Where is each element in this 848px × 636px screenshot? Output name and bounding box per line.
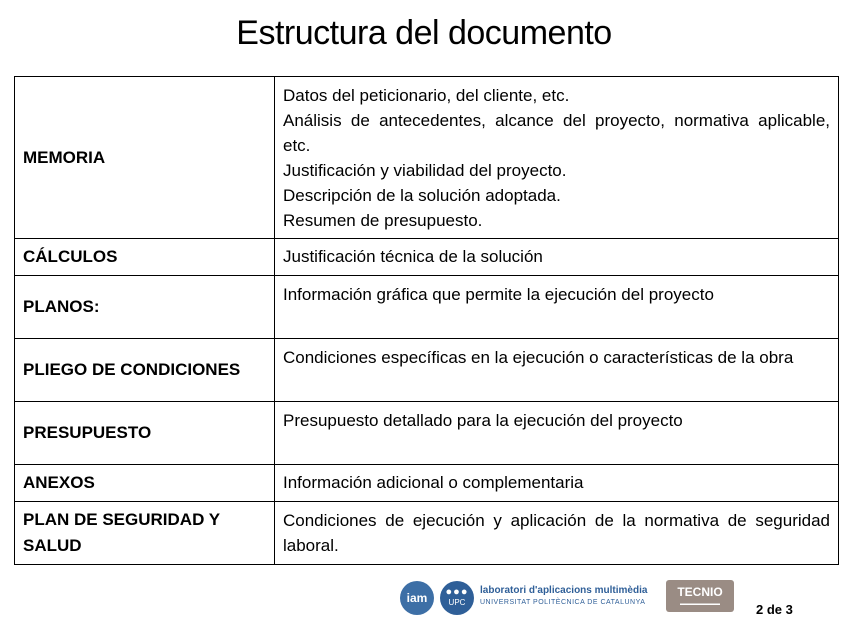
description-line: Descripción de la solución adoptada. [283, 186, 561, 205]
row-label: PLAN DE SEGURIDAD Y SALUD [15, 502, 275, 565]
page-total: 3 [785, 602, 793, 617]
page-current: 2 [756, 602, 764, 617]
table-row [15, 465, 839, 502]
university-name: UNIVERSITAT POLITÈCNICA DE CATALUNYA [480, 599, 646, 606]
row-description [275, 77, 839, 239]
row-label: PLANOS: [15, 276, 275, 339]
table-row [15, 276, 839, 339]
page-indicator [756, 602, 793, 617]
row-label: PLIEGO DE CONDICIONES [15, 339, 275, 402]
structure-table [14, 76, 839, 565]
row-description [275, 239, 839, 276]
table-row [15, 339, 839, 402]
page-separator: de [766, 602, 783, 617]
upc-logo [440, 581, 474, 615]
tecnio-logo [666, 580, 734, 612]
table-row [15, 402, 839, 465]
upc-logo-mark-icon: ●●● [445, 586, 469, 598]
description-line: Información adicional o complementaria [283, 473, 584, 492]
iam-logo: iam [400, 581, 434, 615]
row-label: CÁLCULOS [15, 239, 275, 276]
lab-logo [480, 585, 660, 606]
tecnio-logo-stripe-icon: ▬▬▬▬▬▬▬▬ [680, 601, 720, 607]
description-line: Análisis de antecedentes, alcance del proyecto, normativa aplicable, etc. [283, 111, 830, 155]
description-line: Justificación técnica de la solución [283, 247, 543, 266]
tecnio-logo-text: TECNIO [677, 585, 723, 599]
row-description [275, 502, 839, 565]
lab-name: laboratori d'aplicacions multimèdia [480, 585, 648, 596]
row-description [275, 339, 839, 402]
upc-logo-text: UPC [448, 598, 466, 607]
page-title: Estructura del documento [236, 14, 612, 52]
description-line: Justificación y viabilidad del proyecto. [283, 161, 567, 180]
row-description [275, 276, 839, 339]
description-line: Datos del peticionario, del cliente, etc. [283, 86, 570, 105]
row-description [275, 465, 839, 502]
row-label: MEMORIA [15, 77, 275, 239]
table-row [15, 77, 839, 239]
description-line: Resumen de presupuesto. [283, 211, 483, 230]
table-row [15, 502, 839, 565]
row-description [275, 402, 839, 465]
description-line: Condiciones de ejecución y aplicación de la normativa de seguridad laboral. [283, 511, 830, 555]
table-row [15, 239, 839, 276]
row-label: ANEXOS [15, 465, 275, 502]
description-line: Condiciones específicas en la ejecución o características de la obra [283, 348, 794, 367]
description-line: Presupuesto detallado para la ejecución del proyecto [283, 411, 683, 430]
footer-logos [400, 580, 740, 614]
description-line: Información gráfica que permite la ejecución del proyecto [283, 285, 714, 304]
row-label: PRESUPUESTO [15, 402, 275, 465]
